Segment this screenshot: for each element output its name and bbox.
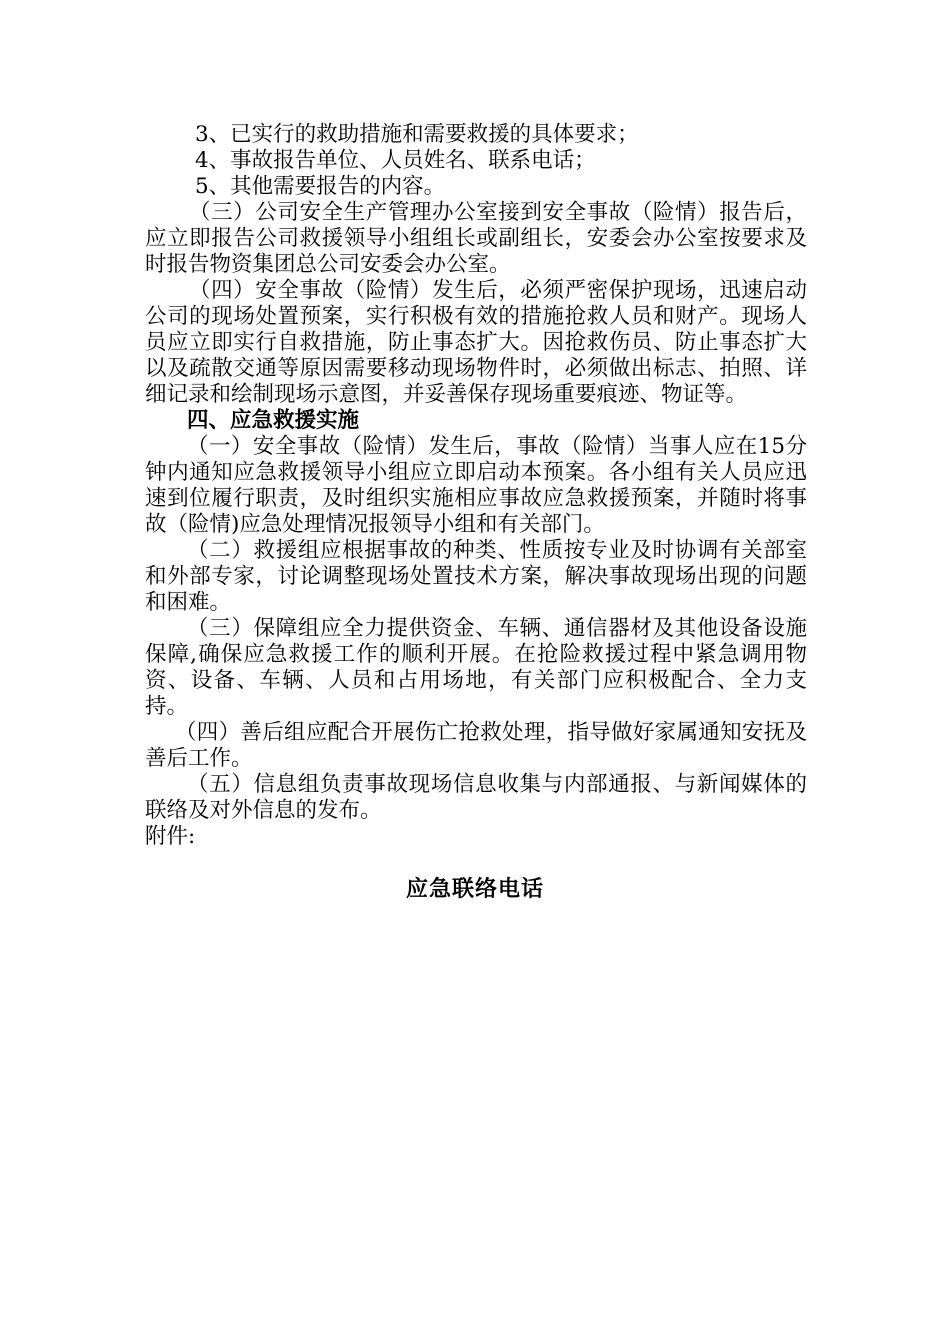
paragraph-rescue-4: （四）善后组应配合开展伤亡抢救处理，指导做好家属通知安抚及善后工作。 (145, 720, 807, 771)
list-item: 4、事故报告单位、人员姓名、联系电话； (195, 148, 596, 173)
attachment-title: 应急联络电话 (405, 876, 544, 902)
section-heading: 四、应急救援实施 (187, 408, 360, 433)
list-item: 5、其他需要报告的内容。 (195, 174, 446, 199)
attachment-label: 附件: (145, 824, 196, 849)
list-item: 3、已实行的救助措施和需要救援的具体要求； (195, 122, 639, 147)
paragraph-rescue-1: （一）安全事故（险情）发生后，事故（险情）当事人应在15分钟内通知应急救援领导小组应立即启动本预案。各小组有关人员应迅速到位履行职责，及时组织实施相应事故应急救援预案，并随时将事故（险情)应急处理情况报领导小组和有关部门。 (145, 434, 807, 537)
paragraph-report-handling: （三）公司安全生产管理办公室接到安全事故（险情）报告后，应立即报告公司救援领导小组组长或副组长，安委会办公室按要求及时报告物资集团总公司安委会办公室。 (145, 200, 807, 277)
paragraph-rescue-5: （五）信息组负责事故现场信息收集与内部通报、与新闻媒体的联络及对外信息的发布。 (145, 772, 807, 823)
paragraph-scene-protection: （四）安全事故（险情）发生后，必须严密保护现场，迅速启动公司的现场处置预案，实行积极有效的措施抢救人员和财产。现场人员应立即实行自救措施，防止事态扩大。因抢救伤员、防止事态扩大以及疏散交通等原因需要移动现场物件时，必须做出标志、拍照、详细记录和绘制现场示意图，并妥善保存现场重要痕迹、物证等。 (145, 278, 807, 407)
paragraph-rescue-2: （二）救援组应根据事故的种类、性质按专业及时协调有关部室和外部专家，讨论调整现场处置技术方案，解决事故现场出现的问题和困难。 (145, 538, 807, 615)
document-body (145, 122, 807, 850)
paragraph-rescue-3: （三）保障组应全力提供资金、车辆、通信器材及其他设备设施保障,确保应急救援工作的顺利开展。在抢险救援过程中紧急调用物资、设备、车辆、人员和占用场地，有关部门应积极配合、全力支持。 (145, 616, 807, 719)
